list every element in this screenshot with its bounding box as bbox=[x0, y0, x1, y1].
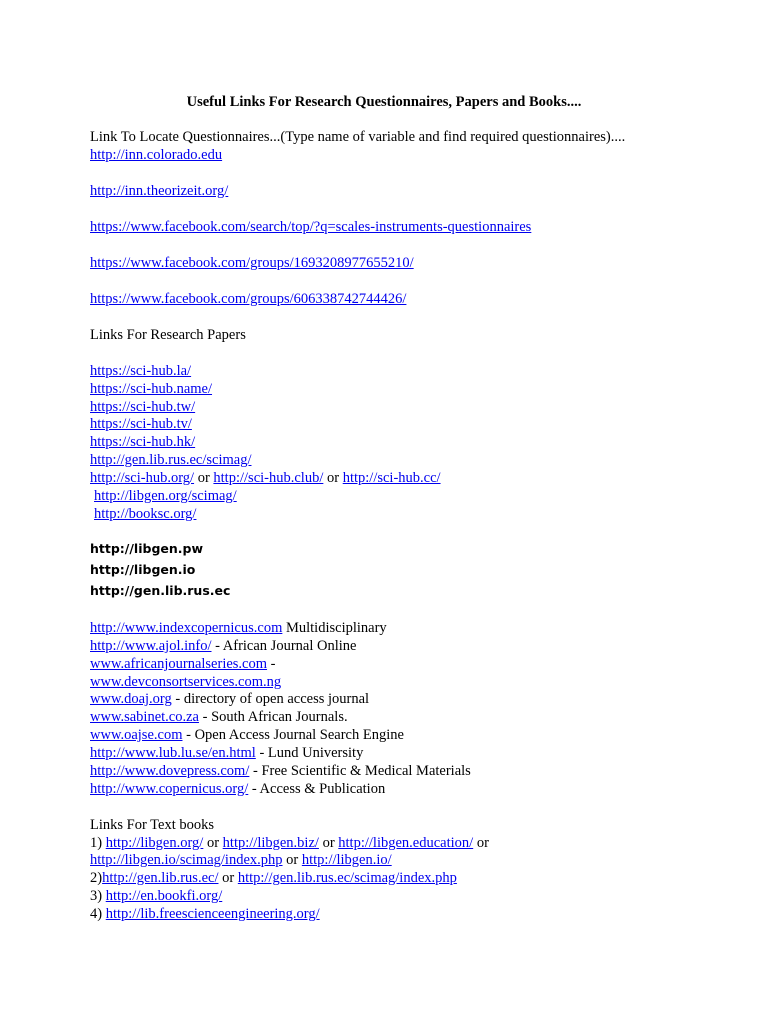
journal-desc: - Free Scientific & Medical Materials bbox=[249, 763, 471, 779]
list-number: 4) bbox=[90, 906, 106, 922]
journal-desc: - Open Access Journal Search Engine bbox=[182, 727, 404, 743]
list-number: 3) bbox=[90, 888, 106, 904]
journal-row bbox=[90, 619, 387, 637]
or-text: or bbox=[286, 852, 299, 868]
link-scihub-name[interactable]: https://sci-hub.name/ bbox=[90, 381, 213, 397]
or-text: or bbox=[206, 835, 220, 851]
link-facebook-group-1[interactable]: https://www.facebook.com/groups/1693208977655210/ bbox=[90, 255, 414, 271]
or-text: or bbox=[222, 870, 235, 886]
textbooks-heading: Links For Text books bbox=[90, 817, 214, 833]
link-facebook-group-2[interactable]: https://www.facebook.com/groups/606338742744426/ bbox=[90, 291, 407, 307]
journal-row bbox=[90, 637, 356, 655]
journal-row bbox=[90, 708, 348, 726]
journal-desc: - Access & Publication bbox=[248, 781, 386, 797]
journal-link[interactable]: http://www.lub.lu.se/en.html bbox=[90, 745, 256, 761]
journal-row bbox=[90, 690, 369, 708]
document-title: Useful Links For Research Questionnaires, Papers and Books.... bbox=[186, 94, 582, 110]
journal-desc: - African Journal Online bbox=[211, 638, 357, 654]
or-text: or bbox=[476, 835, 489, 851]
textbook-line-2 bbox=[90, 869, 457, 887]
journal-row bbox=[90, 673, 281, 691]
link-gen-lib-rus[interactable]: http://gen.lib.rus.ec/ bbox=[102, 870, 219, 886]
link-libgen-education[interactable]: http://libgen.education/ bbox=[338, 835, 474, 851]
link-libgen-biz[interactable]: http://libgen.biz/ bbox=[222, 835, 319, 851]
link-inn-colorado[interactable]: http://inn.colorado.edu bbox=[90, 147, 223, 163]
or-text: or bbox=[326, 470, 340, 486]
list-number: 2) bbox=[90, 870, 103, 886]
link-scihub-la[interactable]: https://sci-hub.la/ bbox=[90, 363, 192, 379]
journal-link[interactable]: www.doaj.org bbox=[90, 691, 172, 707]
link-scihub-cc[interactable]: http://sci-hub.cc/ bbox=[342, 470, 441, 486]
textbook-line-1-cont bbox=[90, 851, 392, 869]
link-libgen-io[interactable]: http://libgen.io/ bbox=[301, 852, 392, 868]
link-gen-lib-rus-scimag[interactable]: http://gen.lib.rus.ec/scimag/index.php bbox=[237, 870, 457, 886]
journal-row bbox=[90, 744, 363, 762]
journal-link[interactable]: http://www.copernicus.org/ bbox=[90, 781, 249, 797]
journal-link[interactable]: http://www.dovepress.com/ bbox=[90, 763, 250, 779]
journal-desc: Multidisciplinary bbox=[282, 620, 387, 636]
journal-row bbox=[90, 780, 385, 798]
journal-desc: - Lund University bbox=[255, 745, 364, 761]
questionnaires-intro: Link To Locate Questionnaires...(Type name of variable and find required questionnaires).... bbox=[90, 129, 626, 145]
papers-heading: Links For Research Papers bbox=[90, 327, 246, 343]
link-libgen-scimag[interactable]: http://libgen.org/scimag/ bbox=[94, 488, 237, 504]
link-scihub-org[interactable]: http://sci-hub.org/ bbox=[90, 470, 195, 486]
link-libgen-io-scimag[interactable]: http://libgen.io/scimag/index.php bbox=[90, 852, 283, 868]
journal-link[interactable]: www.africanjournalseries.com bbox=[90, 656, 268, 672]
link-scihub-tw[interactable]: https://sci-hub.tw/ bbox=[90, 399, 196, 415]
link-inn-theorizeit[interactable]: http://inn.theorizeit.org/ bbox=[90, 183, 229, 199]
journal-link[interactable]: http://www.indexcopernicus.com bbox=[90, 620, 283, 636]
textbook-line-3 bbox=[90, 887, 222, 905]
scihub-combo-line bbox=[90, 469, 441, 487]
journal-desc: - bbox=[267, 656, 276, 672]
link-booksc[interactable]: http://booksc.org/ bbox=[94, 506, 197, 522]
textbook-line-1 bbox=[90, 834, 489, 852]
plain-libgen-io: http://libgen.io bbox=[90, 562, 196, 577]
journal-desc: - directory of open access journal bbox=[171, 691, 370, 707]
or-text: or bbox=[322, 835, 335, 851]
journal-desc: - South African Journals. bbox=[198, 709, 348, 725]
link-gen-lib-scimag[interactable]: http://gen.lib.rus.ec/scimag/ bbox=[90, 452, 252, 468]
journal-row bbox=[90, 726, 404, 744]
journal-link[interactable]: http://www.ajol.info/ bbox=[90, 638, 212, 654]
link-scihub-club[interactable]: http://sci-hub.club/ bbox=[213, 470, 324, 486]
link-freescienceengineering[interactable]: http://lib.freescienceengineering.org/ bbox=[105, 906, 320, 922]
journal-row bbox=[90, 762, 471, 780]
link-bookfi[interactable]: http://en.bookfi.org/ bbox=[105, 888, 223, 904]
journal-link[interactable]: www.devconsortservices.com.ng bbox=[90, 674, 282, 690]
list-number: 1) bbox=[90, 835, 106, 851]
or-text: or bbox=[197, 470, 210, 486]
link-scihub-hk[interactable]: https://sci-hub.hk/ bbox=[90, 434, 196, 450]
link-scihub-tv[interactable]: https://sci-hub.tv/ bbox=[90, 416, 192, 432]
plain-libgen-pw: http://libgen.pw bbox=[90, 541, 204, 556]
journal-link[interactable]: www.sabinet.co.za bbox=[90, 709, 199, 725]
textbook-line-4 bbox=[90, 905, 320, 923]
plain-gen-lib-rus: http://gen.lib.rus.ec bbox=[90, 583, 231, 598]
journal-row bbox=[90, 655, 276, 673]
link-libgen-org[interactable]: http://libgen.org/ bbox=[105, 835, 204, 851]
link-facebook-search[interactable]: https://www.facebook.com/search/top/?q=scales-instruments-questionnaires bbox=[90, 219, 532, 235]
journal-link[interactable]: www.oajse.com bbox=[90, 727, 183, 743]
